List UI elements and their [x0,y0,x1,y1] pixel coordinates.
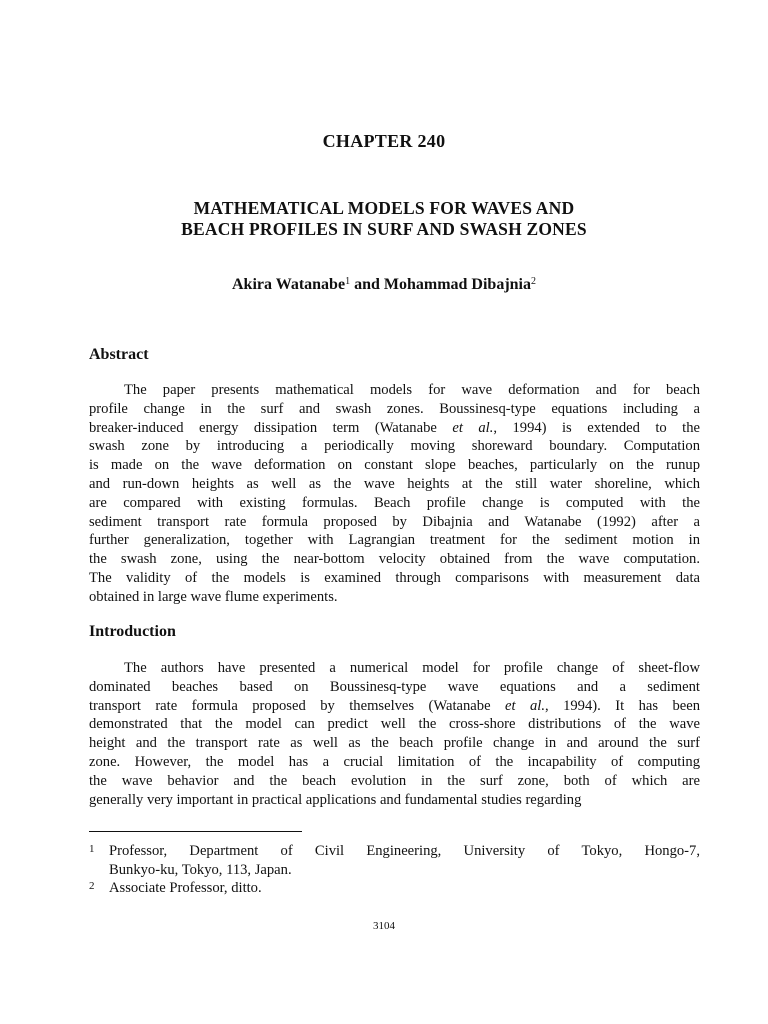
author-1-footnote-mark: 1 [345,276,351,287]
chapter-heading: CHAPTER 240 [322,131,446,151]
abstract-line-12: obtained in large wave flume experiments. [89,588,338,605]
introduction-line-3: transport rate formula proposed by themselves (Watanabe et al., 1994). It has been [89,697,700,714]
abstract-line-5: is made on the wave deformation on constant slope beaches, particularly on the runup [89,457,700,474]
introduction-heading: Introduction [89,623,176,640]
introduction-line-2: dominated beaches based on Boussinesq-type wave equations and a sediment [89,678,700,695]
abstract-line-11: The validity of the models is examined through comparisons with measurement data [89,569,700,586]
footnote-2-text [109,879,700,898]
title-line-2: BEACH PROFILES IN SURF AND SWASH ZONES [181,219,587,239]
footnote-1-line-1: Professor, Department of Civil Engineering, University of Tokyo, Hongo-7, [109,843,700,859]
abstract-line-10: the swash zone, using the near-bottom velocity obtained from the wave computation. [89,551,700,568]
title-line-1: MATHEMATICAL MODELS FOR WAVES AND [193,198,575,218]
paper-title [0,198,768,240]
introduction-line-4: demonstrated that the model can predict well the cross-shore distributions of the wave [89,716,700,733]
abstract-line-8: sediment transport rate formula proposed by Dibajnia and Watanabe (1992) after a [89,513,700,530]
abstract-line-3: breaker-induced energy dissipation term (Watanabe et al., 1994) is extended to the [89,419,700,436]
abstract-line-2: profile change in the surf and swash zones. Boussinesq-type equations including a [89,400,700,417]
introduction-line-8: generally very important in practical applications and fundamental studies regarding [89,791,582,808]
abstract-line-6: and run-down heights as well as the wave heights at the still water shoreline, which [89,475,700,492]
abstract-line-4: swash zone by introducing a periodically moving shoreward boundary. Computation [89,438,700,455]
author-2: Mohammad Dibajnia [383,276,531,293]
author-conjunction: and [350,276,384,293]
footnote-1-text [109,842,700,880]
abstract-line-1: The paper presents mathematical models for wave deformation and for beach [124,382,700,398]
footnote-1-mark: 1 [89,843,95,855]
footnote-1 [89,842,700,880]
introduction-line-7: the wave behavior and the beach evolution in the surf zone, both of which are [89,772,700,789]
author-1: Akira Watanabe [232,276,346,293]
footnote-2 [89,879,700,898]
author-list [0,276,768,294]
abstract-line-7: are compared with existing formulas. Beach profile change is computed with the [89,494,700,511]
abstract-body [89,381,700,607]
introduction-line-5: height and the transport rate as well as the beach profile change in and around the surf [89,735,700,752]
footnote-1-line-2: Bunkyo-ku, Tokyo, 113, Japan. [109,862,292,878]
introduction-line-1: The authors have presented a numerical model for profile change of sheet-flow [124,660,700,676]
abstract-heading: Abstract [89,346,149,363]
abstract-line-9: further generalization, together with Lagrangian treatment for the sediment motion in [89,532,700,549]
page-number: 3104 [373,920,395,932]
footnote-divider [89,831,302,832]
footnote-2-mark: 2 [89,880,95,892]
author-2-footnote-mark: 2 [530,276,536,287]
footnote-2-line-1: Associate Professor, ditto. [109,880,262,896]
introduction-body [89,659,700,809]
introduction-line-6: zone. However, the model has a crucial limitation of the incapability of computing [89,753,700,770]
